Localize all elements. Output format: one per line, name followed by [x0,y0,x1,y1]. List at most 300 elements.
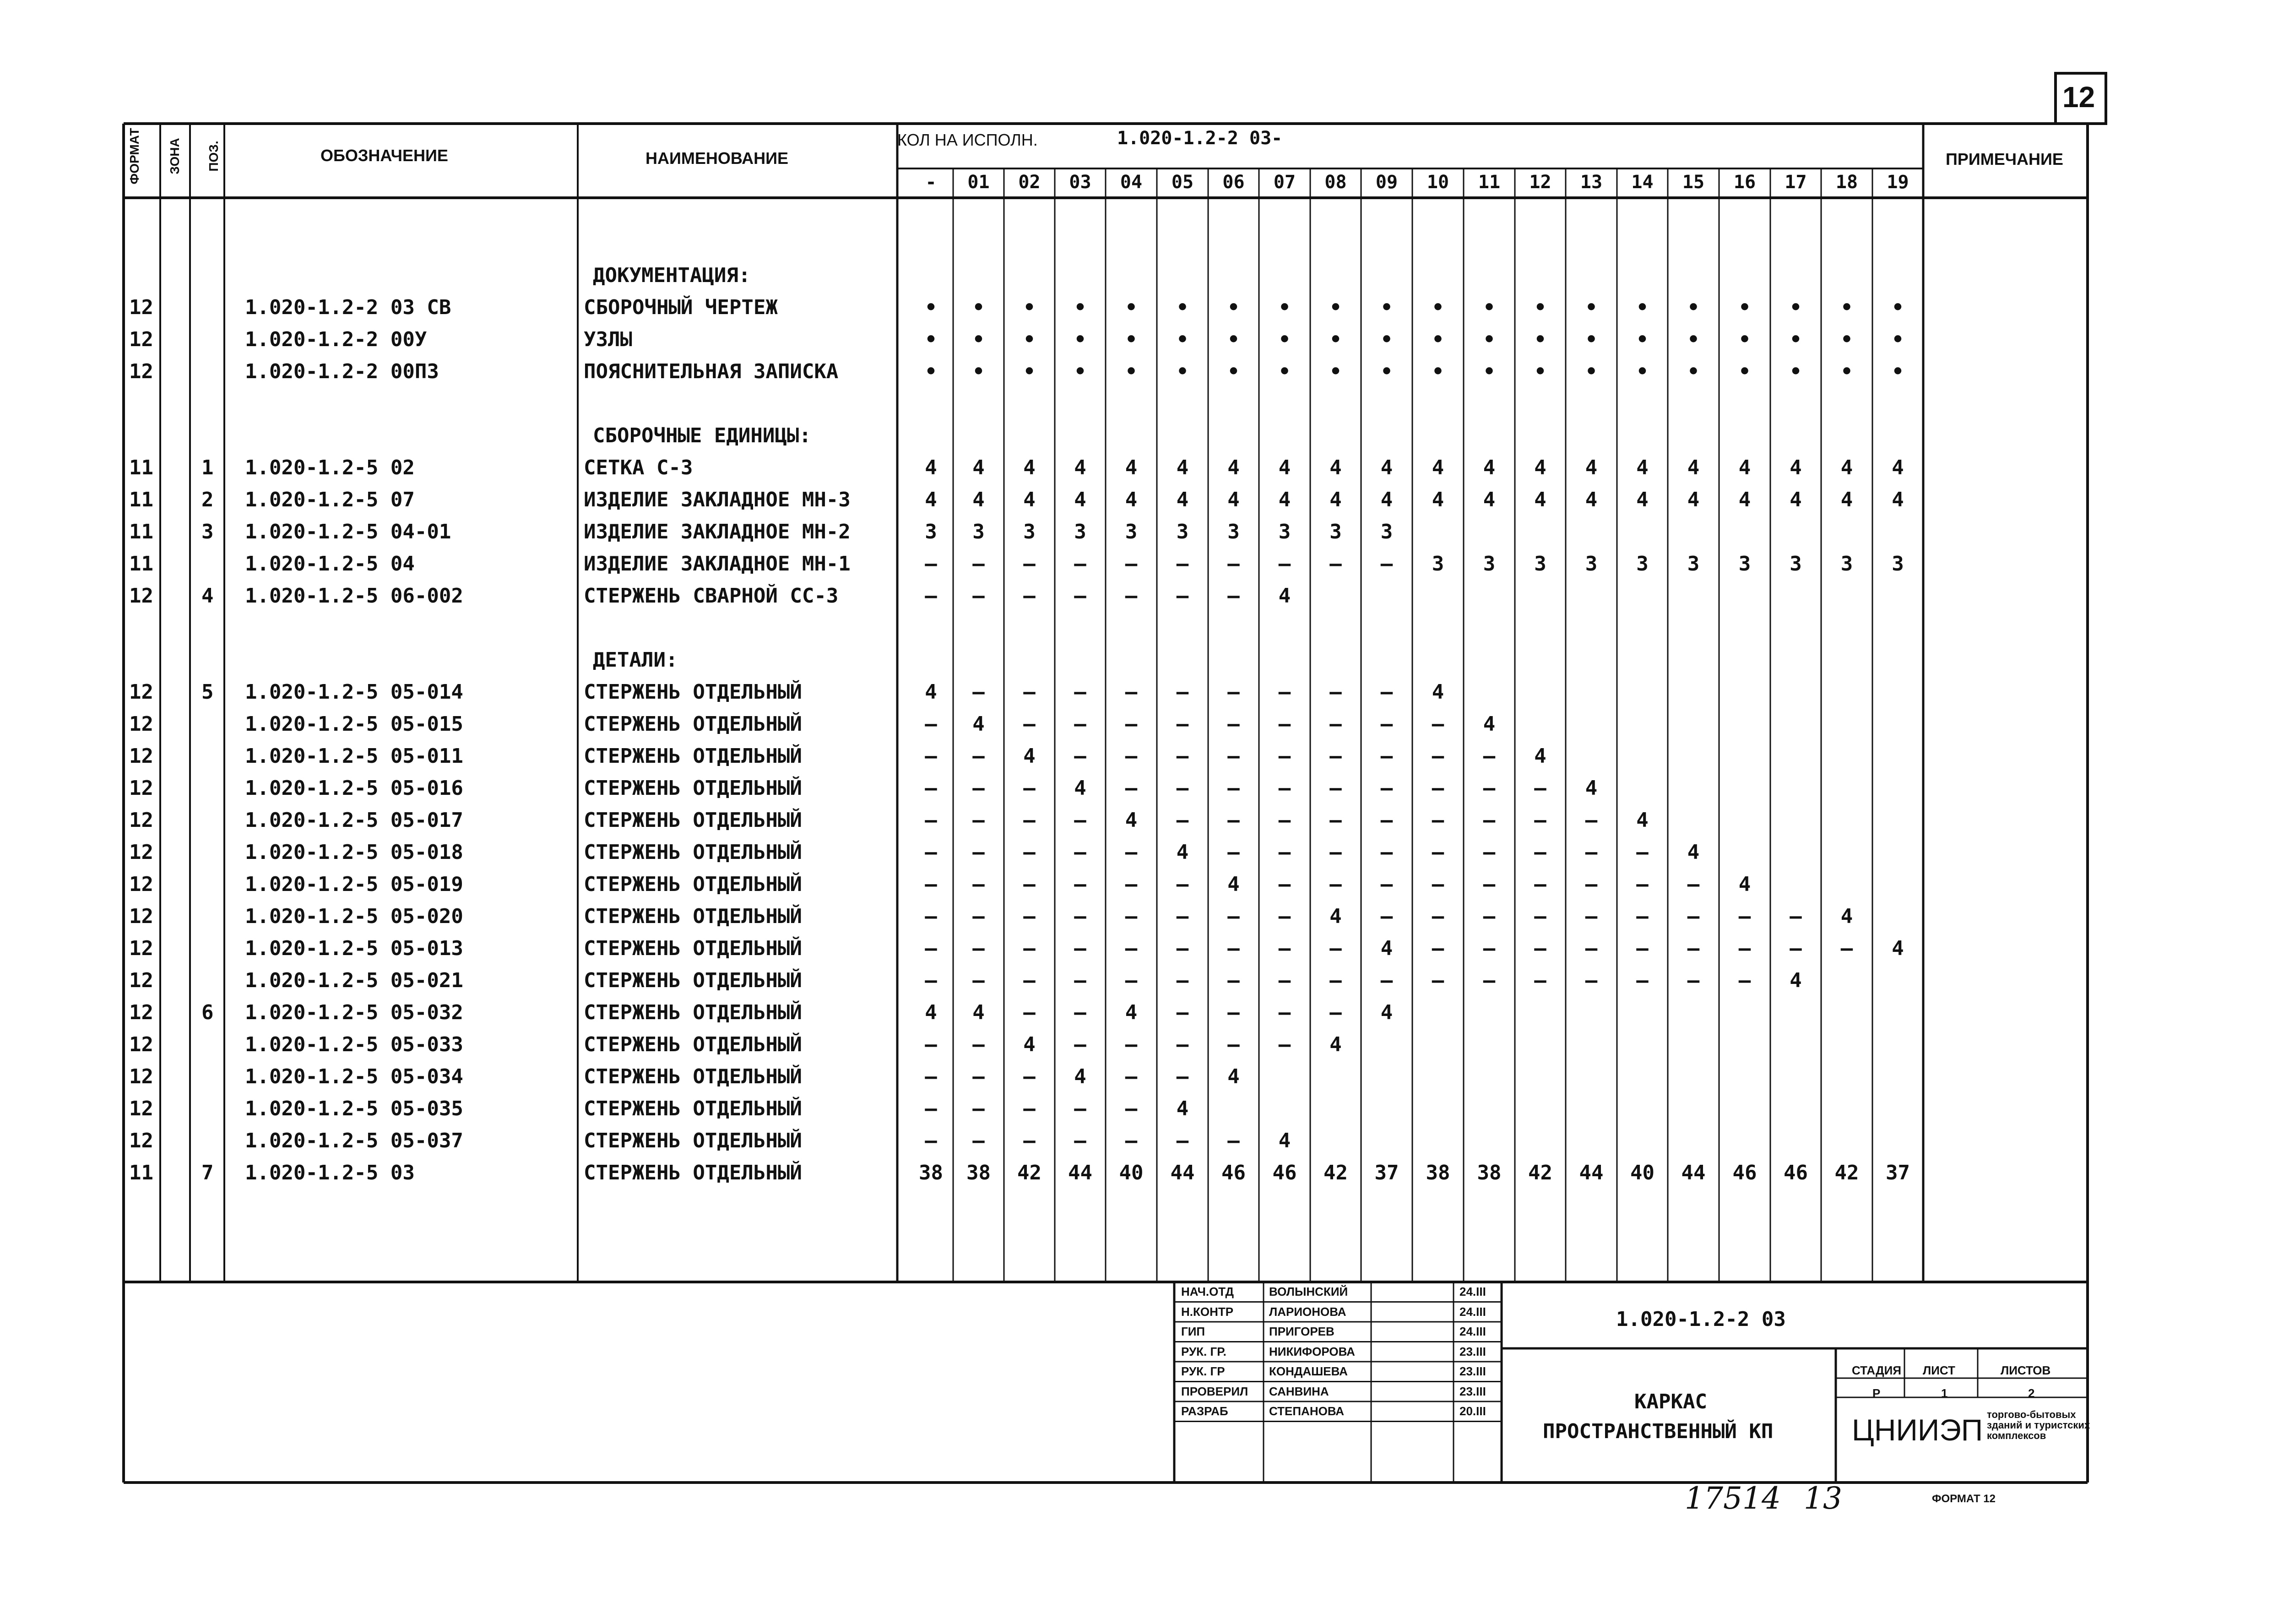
qty-cell: – [925,873,937,896]
qty-cell: – [1483,809,1496,832]
qty-cell: 4 [1329,905,1342,928]
qty-cell: 4 [1432,456,1444,479]
variant-header-0: - [925,172,937,193]
row-designation: 1.020-1.2-5 05-021 [245,969,463,992]
row-pos: 6 [201,1001,214,1024]
qty-cell: – [1329,744,1342,768]
qty-cell: – [1278,937,1291,960]
qty-cell: – [1380,873,1393,896]
qty-cell: • [1125,328,1138,351]
row-designation: 1.020-1.2-5 05-032 [245,1001,463,1024]
row-designation: 1.020-1.2-5 05-019 [245,873,463,896]
qty-cell: – [1432,969,1444,992]
qty-cell: 4 [1125,1001,1138,1024]
qty-cell: • [1687,296,1700,319]
qty-cell: – [1125,1129,1138,1152]
qty-cell: • [1227,360,1240,383]
qty-cell: – [1380,905,1393,928]
qty-cell: – [1176,744,1189,768]
qty-cell: – [1534,809,1546,832]
qty-cell: • [1534,328,1546,351]
qty-cell: 3 [1329,520,1342,543]
qty-cell: • [1074,328,1086,351]
qty-cell: – [1227,777,1240,800]
qty-cell: 3 [1074,520,1086,543]
variant-header-18: 18 [1835,172,1858,193]
qty-cell: – [1023,905,1036,928]
qty-cell: 40 [1119,1161,1144,1184]
qty-cell: 4 [1278,584,1291,608]
qty-cell: – [1687,905,1700,928]
qty-cell: 4 [1840,456,1853,479]
qty-cell: 4 [1074,488,1086,511]
section-heading: СБОРОЧНЫЕ ЕДИНИЦЫ: [593,424,811,447]
row-name: ИЗДЕЛИЕ ЗАКЛАДНОЕ МН-1 [584,552,851,576]
qty-cell: 37 [1374,1161,1399,1184]
qty-cell: • [1176,296,1189,319]
qty-cell: – [1227,809,1240,832]
stamp-name: ВОЛЫНСКИЙ [1269,1285,1348,1298]
qty-cell: – [1125,1033,1138,1056]
header-pos: ПОЗ. [206,141,221,172]
qty-cell: 4 [1738,873,1751,896]
qty-cell: • [1329,328,1342,351]
qty-cell: – [925,552,937,576]
stamp-role: ГИП [1181,1325,1205,1338]
qty-cell: – [1329,969,1342,992]
qty-cell: – [1227,969,1240,992]
qty-cell: – [1074,1001,1086,1024]
row-format: 12 [129,937,153,960]
qty-cell: – [1125,680,1138,704]
qty-cell: – [972,1033,985,1056]
row-designation: 1.020-1.2-2 00У [245,328,427,351]
stamp-role: НАЧ.ОТД [1181,1285,1234,1298]
qty-cell: – [1585,809,1598,832]
qty-cell: 3 [972,520,985,543]
row-name: СТЕРЖЕНЬ ОТДЕЛЬНЫЙ [584,1065,802,1088]
qty-cell: 4 [1790,969,1802,992]
qty-cell: • [1380,360,1393,383]
qty-cell: 4 [1380,456,1393,479]
row-format: 12 [129,1001,153,1024]
qty-cell: 3 [1892,552,1904,576]
qty-cell: – [1329,552,1342,576]
qty-cell: 4 [1636,456,1649,479]
qty-cell: – [1074,712,1086,736]
qty-cell: – [1329,937,1342,960]
qty-cell: – [925,841,937,864]
variant-header-8: 08 [1324,172,1347,193]
qty-cell: – [1227,1033,1240,1056]
qty-cell: 3 [925,520,937,543]
stamp-stage-label: СТАДИЯ [1852,1363,1902,1377]
qty-cell: 4 [1329,456,1342,479]
qty-cell: 3 [1432,552,1444,576]
stamp-sheets-label: ЛИСТОВ [2001,1363,2051,1377]
qty-cell: – [925,584,937,608]
qty-cell: 4 [972,456,985,479]
qty-cell: – [1176,937,1189,960]
qty-cell: 4 [1738,456,1751,479]
row-name: СТЕРЖЕНЬ ОТДЕЛЬНЫЙ [584,1033,802,1056]
qty-cell: – [1125,873,1138,896]
qty-cell: • [1176,360,1189,383]
qty-cell: – [925,1097,937,1120]
qty-cell: 42 [1834,1161,1859,1184]
qty-cell: 4 [1380,1001,1393,1024]
qty-cell: • [1380,328,1393,351]
qty-cell: – [1329,809,1342,832]
qty-cell: – [1074,552,1086,576]
row-name: СБОРОЧНЫЙ ЧЕРТЕЖ [584,296,778,319]
qty-cell: – [1380,969,1393,992]
qty-cell: 4 [925,488,937,511]
row-format: 11 [129,1161,153,1184]
stamp-role: РУК. ГР. [1181,1344,1226,1358]
qty-cell: – [1278,744,1291,768]
qty-cell: 4 [1585,488,1598,511]
qty-cell: – [1380,712,1393,736]
variant-header-7: 07 [1273,172,1296,193]
qty-cell: – [972,777,985,800]
qty-cell: – [1534,937,1546,960]
qty-cell: – [1483,777,1496,800]
qty-cell: 4 [1738,488,1751,511]
qty-cell: 3 [1738,552,1751,576]
qty-cell: – [1432,777,1444,800]
qty-cell: – [1585,905,1598,928]
qty-cell: – [1074,1129,1086,1152]
qty-cell: – [925,1065,937,1088]
qty-cell: 3 [1790,552,1802,576]
stamp-name: НИКИФОРОВА [1269,1344,1355,1358]
qty-cell: – [1585,969,1598,992]
stamp-role: ПРОВЕРИЛ [1181,1384,1248,1398]
qty-cell: 4 [972,1001,985,1024]
qty-cell: • [1329,296,1342,319]
stamp-date: 23.III [1459,1344,1486,1358]
qty-cell: 3 [1636,552,1649,576]
qty-cell: – [1074,584,1086,608]
row-designation: 1.020-1.2-2 00ПЗ [245,360,439,383]
row-designation: 1.020-1.2-5 05-037 [245,1129,463,1152]
row-designation: 1.020-1.2-5 05-018 [245,841,463,864]
qty-cell: • [1790,296,1802,319]
section-heading: ДЕТАЛИ: [593,648,678,672]
qty-cell: – [925,937,937,960]
row-designation: 1.020-1.2-5 03 [245,1161,415,1184]
qty-cell: – [1176,1001,1189,1024]
qty-cell: • [1074,296,1086,319]
qty-cell: – [1534,777,1546,800]
qty-cell: – [1483,937,1496,960]
qty-cell: – [1074,841,1086,864]
qty-cell: 4 [972,712,985,736]
qty-cell: 4 [1483,712,1496,736]
qty-cell: 4 [1023,744,1036,768]
stamp-name: САНВИНА [1269,1384,1329,1398]
qty-cell: – [1687,873,1700,896]
qty-cell: • [1636,360,1649,383]
qty-cell: – [1278,905,1291,928]
qty-cell: – [925,712,937,736]
row-name: СЕТКА С-3 [584,456,693,479]
row-designation: 1.020-1.2-5 04 [245,552,415,576]
qty-cell: 3 [1687,552,1700,576]
qty-cell: 4 [925,456,937,479]
qty-cell: – [1534,841,1546,864]
qty-cell: • [1278,296,1291,319]
qty-cell: – [1227,712,1240,736]
qty-cell: – [1023,552,1036,576]
stamp-title-line1: КАРКАС [1634,1390,1707,1413]
qty-cell: – [1432,937,1444,960]
qty-cell: – [972,937,985,960]
qty-cell: 4 [1329,1033,1342,1056]
qty-cell: – [1227,744,1240,768]
qty-cell: • [1432,328,1444,351]
stamp-name: ПРИГОРЕВ [1269,1325,1334,1338]
qty-cell: – [972,841,985,864]
qty-cell: 46 [1784,1161,1808,1184]
variant-header-9: 09 [1375,172,1398,193]
row-pos: 3 [201,520,214,543]
qty-cell: • [1738,360,1751,383]
row-format: 11 [129,520,153,543]
qty-cell: – [1023,777,1036,800]
qty-cell: – [1636,905,1649,928]
qty-cell: – [1023,584,1036,608]
qty-cell: – [1176,777,1189,800]
header-zone: ЗОНА [168,138,182,174]
variant-header-3: 03 [1069,172,1091,193]
row-name: ПОЯСНИТЕЛЬНАЯ ЗАПИСКА [584,360,839,383]
qty-cell: – [1125,841,1138,864]
stamp-date: 24.III [1459,1325,1486,1338]
qty-cell: 42 [1323,1161,1348,1184]
qty-cell: 4 [1023,1033,1036,1056]
qty-cell: 38 [1477,1161,1502,1184]
variant-header-16: 16 [1733,172,1756,193]
qty-cell: • [1125,360,1138,383]
qty-cell: 4 [1892,937,1904,960]
row-pos: 2 [201,488,214,511]
qty-cell: – [972,552,985,576]
qty-cell: 46 [1272,1161,1297,1184]
qty-cell: 4 [1227,456,1240,479]
qty-cell: 4 [1483,488,1496,511]
row-name: СТЕРЖЕНЬ ОТДЕЛЬНЫЙ [584,905,802,928]
variant-header-11: 11 [1478,172,1501,193]
row-name: СТЕРЖЕНЬ ОТДЕЛЬНЫЙ [584,1161,802,1184]
qty-cell: – [1074,873,1086,896]
qty-cell: 4 [1483,456,1496,479]
qty-cell: – [1278,1001,1291,1024]
qty-cell: – [1432,841,1444,864]
qty-cell: 4 [1074,777,1086,800]
qty-cell: – [1738,937,1751,960]
qty-cell: – [1278,1033,1291,1056]
row-name: ИЗДЕЛИЕ ЗАКЛАДНОЕ МН-3 [584,488,851,511]
qty-cell: 3 [1840,552,1853,576]
row-format: 12 [129,328,153,351]
qty-cell: 4 [972,488,985,511]
qty-cell: – [1278,841,1291,864]
qty-cell: – [1380,777,1393,800]
format-note: ФОРМАТ 12 [1932,1493,1996,1505]
variant-header-17: 17 [1785,172,1807,193]
variant-header-10: 10 [1427,172,1449,193]
section-heading: ДОКУМЕНТАЦИЯ: [593,264,751,287]
qty-cell: – [1278,552,1291,576]
qty-cell: – [1023,937,1036,960]
row-designation: 1.020-1.2-5 05-033 [245,1033,463,1056]
qty-cell: – [1432,905,1444,928]
row-name: ИЗДЕЛИЕ ЗАКЛАДНОЕ МН-2 [584,520,851,543]
qty-cell: – [1380,680,1393,704]
qty-cell: – [925,969,937,992]
qty-cell: – [1278,809,1291,832]
qty-cell: 4 [1074,1065,1086,1088]
qty-cell: – [1432,744,1444,768]
qty-cell: 4 [1892,488,1904,511]
qty-cell: • [1585,296,1598,319]
qty-cell: 44 [1681,1161,1706,1184]
qty-cell: – [1432,712,1444,736]
qty-cell: – [1125,1097,1138,1120]
qty-cell: • [925,296,937,319]
qty-cell: – [1023,841,1036,864]
qty-cell: – [1380,744,1393,768]
row-designation: 1.020-1.2-5 05-020 [245,905,463,928]
qty-cell: – [1125,584,1138,608]
qty-cell: – [1329,1001,1342,1024]
qty-cell: 3 [1227,520,1240,543]
qty-cell: – [925,744,937,768]
row-format: 12 [129,1033,153,1056]
row-name: СТЕРЖЕНЬ ОТДЕЛЬНЫЙ [584,809,802,832]
qty-cell: 4 [1125,488,1138,511]
variant-header-14: 14 [1631,172,1654,193]
qty-cell: 3 [1278,520,1291,543]
qty-cell: – [1585,937,1598,960]
qty-cell: – [1227,841,1240,864]
qty-cell: 40 [1630,1161,1654,1184]
variant-header-12: 12 [1529,172,1551,193]
qty-cell: – [1483,873,1496,896]
qty-cell: – [1125,744,1138,768]
row-format: 12 [129,360,153,383]
qty-cell: – [972,969,985,992]
qty-cell: – [1176,680,1189,704]
qty-cell: – [1227,905,1240,928]
qty-cell: – [1329,777,1342,800]
qty-cell: – [1534,969,1546,992]
qty-cell: 4 [1074,456,1086,479]
stamp-sheets: 2 [2028,1386,2035,1400]
qty-cell: • [1023,328,1036,351]
qty-cell: – [1483,969,1496,992]
qty-cell: – [1125,552,1138,576]
qty-cell: • [1278,360,1291,383]
qty-cell: – [1176,1129,1189,1152]
row-format: 12 [129,873,153,896]
variant-header-5: 05 [1171,172,1194,193]
qty-cell: – [1534,905,1546,928]
qty-cell: 4 [1023,456,1036,479]
qty-cell: 4 [925,680,937,704]
row-pos: 7 [201,1161,214,1184]
row-name: СТЕРЖЕНЬ ОТДЕЛЬНЫЙ [584,1001,802,1024]
qty-cell: – [1227,680,1240,704]
stamp-stage: Р [1872,1386,1881,1400]
qty-cell: 3 [1176,520,1189,543]
stamp-date: 23.III [1459,1384,1486,1398]
qty-cell: – [1176,552,1189,576]
qty-cell: 4 [1790,488,1802,511]
row-name: СТЕРЖЕНЬ ОТДЕЛЬНЫЙ [584,712,802,736]
qty-cell: • [1227,328,1240,351]
qty-cell: 3 [1585,552,1598,576]
qty-cell: 4 [925,1001,937,1024]
qty-cell: 42 [1017,1161,1041,1184]
qty-cell: • [1534,296,1546,319]
row-format: 12 [129,1129,153,1152]
stamp-date: 23.III [1459,1364,1486,1378]
row-format: 12 [129,680,153,704]
qty-cell: – [1278,777,1291,800]
qty-cell: – [1636,937,1649,960]
qty-cell: • [1227,296,1240,319]
variant-header-19: 19 [1887,172,1909,193]
qty-cell: – [1176,1033,1189,1056]
row-name: СТЕРЖЕНЬ ОТДЕЛЬНЫЙ [584,744,802,768]
qty-cell: • [1483,296,1496,319]
qty-cell: – [1380,552,1393,576]
qty-cell: – [1585,841,1598,864]
qty-cell: – [1176,712,1189,736]
row-format: 11 [129,456,153,479]
qty-cell: 4 [1585,456,1598,479]
qty-cell: • [1892,360,1904,383]
stamp-date: 24.III [1459,1304,1486,1319]
row-format: 11 [129,488,153,511]
stamp-role: РУК. ГР [1181,1364,1225,1378]
row-format: 12 [129,905,153,928]
qty-cell: – [1176,584,1189,608]
qty-cell: 37 [1886,1161,1910,1184]
qty-cell: • [1840,296,1853,319]
stamp-role: Н.КОНТР [1181,1304,1234,1319]
row-designation: 1.020-1.2-5 07 [245,488,415,511]
qty-cell: – [1636,841,1649,864]
qty-cell: – [1227,1001,1240,1024]
qty-cell: • [1738,296,1751,319]
row-format: 12 [129,809,153,832]
qty-cell: – [1227,1129,1240,1152]
qty-cell: – [1023,1065,1036,1088]
qty-cell: – [972,905,985,928]
qty-cell: • [1790,360,1802,383]
qty-cell: – [1687,969,1700,992]
qty-cell: – [1023,873,1036,896]
qty-cell: – [1278,712,1291,736]
qty-cell: 4 [1687,841,1700,864]
variant-header-2: 02 [1018,172,1041,193]
header-designation: ОБОЗНАЧЕНИЕ [320,146,448,165]
qty-cell: 4 [1636,809,1649,832]
